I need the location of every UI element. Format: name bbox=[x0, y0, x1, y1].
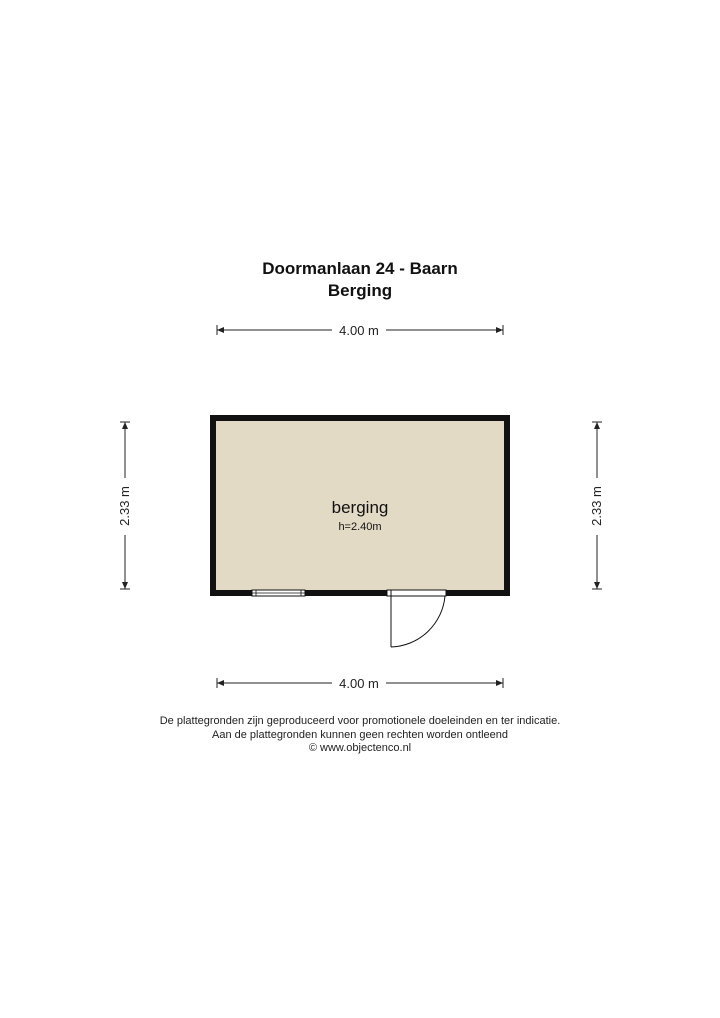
room-name: berging bbox=[331, 498, 389, 517]
left-dimension-label: 2.33 m bbox=[117, 486, 132, 526]
disclaimer-line-2: Aan de plattegronden kunnen geen rechten worden ontleend bbox=[211, 729, 508, 741]
wall-left bbox=[210, 415, 216, 596]
left-dimension bbox=[117, 422, 132, 589]
top-dimension bbox=[217, 323, 503, 338]
bottom-dimension bbox=[217, 676, 503, 691]
wall-top bbox=[210, 415, 510, 421]
bottom-dimension-label: 4.00 m bbox=[339, 676, 379, 691]
window bbox=[252, 590, 305, 596]
room-berging bbox=[210, 415, 510, 647]
copyright-line: © www.objectenco.nl bbox=[308, 742, 412, 754]
wall-bottom-left bbox=[210, 590, 252, 596]
plan-address-title: Doormanlaan 24 - Baarn bbox=[262, 259, 458, 278]
disclaimer-line-1: De plattegronden zijn geproduceerd voor promotionele doeleinden en ter indicatie. bbox=[159, 715, 561, 727]
wall-bottom-right bbox=[446, 590, 510, 596]
plan-floor-title: Berging bbox=[327, 281, 393, 300]
wall-right bbox=[504, 415, 510, 596]
room-height: h=2.40m bbox=[338, 521, 382, 533]
top-dimension-label: 4.00 m bbox=[339, 323, 379, 338]
right-dimension bbox=[589, 422, 604, 589]
wall-bottom-middle bbox=[305, 590, 387, 596]
right-dimension-label: 2.33 m bbox=[589, 486, 604, 526]
door bbox=[387, 590, 446, 647]
